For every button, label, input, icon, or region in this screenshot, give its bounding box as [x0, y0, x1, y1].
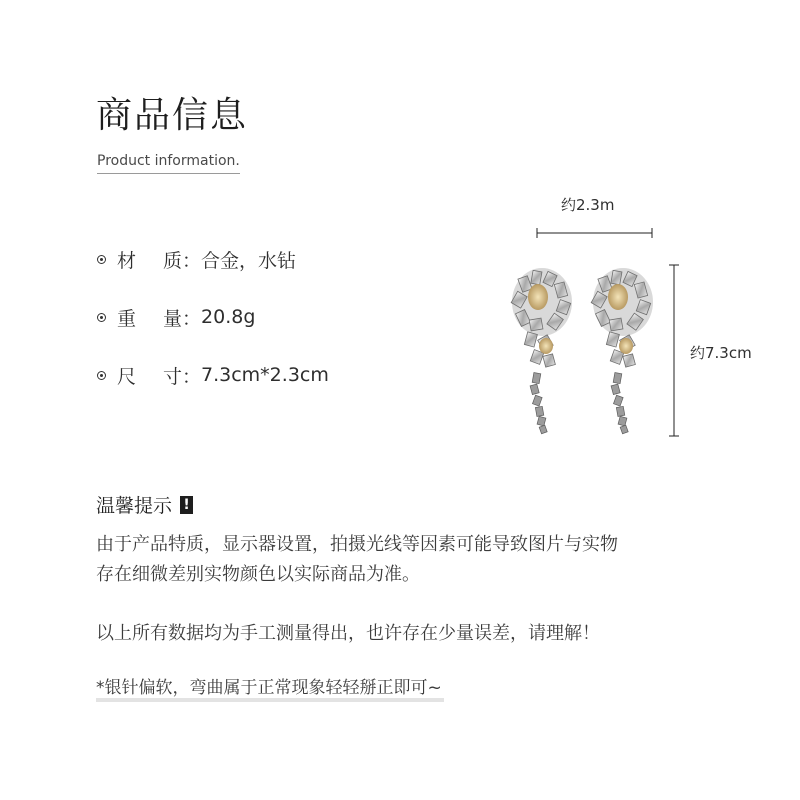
notice-paragraph-1 — [96, 530, 618, 590]
spec-row-material — [97, 247, 296, 271]
earring-left — [511, 268, 572, 434]
bullet-icon — [97, 371, 106, 380]
spec-key-2: 量： — [163, 307, 202, 330]
exclamation-icon: ! — [180, 496, 193, 514]
height-dimension-line — [669, 265, 679, 436]
spec-key-1: 重 — [117, 307, 137, 330]
height-label: 约7.3cm — [690, 344, 752, 362]
earring-product-image — [490, 185, 780, 455]
spec-key-1: 尺 — [117, 365, 137, 388]
spec-key-1: 材 — [117, 249, 137, 272]
earring-right — [591, 268, 653, 434]
notice-title — [96, 491, 193, 518]
spec-value: 20.8g — [201, 306, 256, 328]
spec-value: 合金，水钻 — [201, 249, 297, 272]
spec-row-weight — [97, 305, 255, 329]
spec-key-2: 寸： — [163, 365, 202, 388]
spec-value: 7.3cm*2.3cm — [201, 364, 329, 386]
spec-key-2: 质： — [163, 249, 202, 272]
notice-paragraph-3: *银针偏软，弯曲属于正常现象轻轻掰正即可~ — [96, 678, 442, 698]
bullet-icon — [97, 313, 106, 322]
notice-line: 由于产品特质，显示器设置，拍摄光线等因素可能导致图片与实物 — [96, 534, 618, 555]
width-dimension-line — [537, 228, 652, 238]
notice-title-text: 温馨提示 — [96, 495, 173, 517]
page-subtitle: Product information. — [97, 153, 240, 174]
notice-line: 存在细微差别实物颜色以实际商品为准。 — [96, 564, 420, 585]
width-label: 约2.3m — [561, 196, 615, 214]
notice-paragraph-2: 以上所有数据均为手工测量得出，也许存在少量误差，请理解！ — [96, 623, 600, 644]
page-title: 商品信息 — [96, 95, 249, 136]
bullet-icon — [97, 255, 106, 264]
spec-row-size — [97, 363, 329, 387]
